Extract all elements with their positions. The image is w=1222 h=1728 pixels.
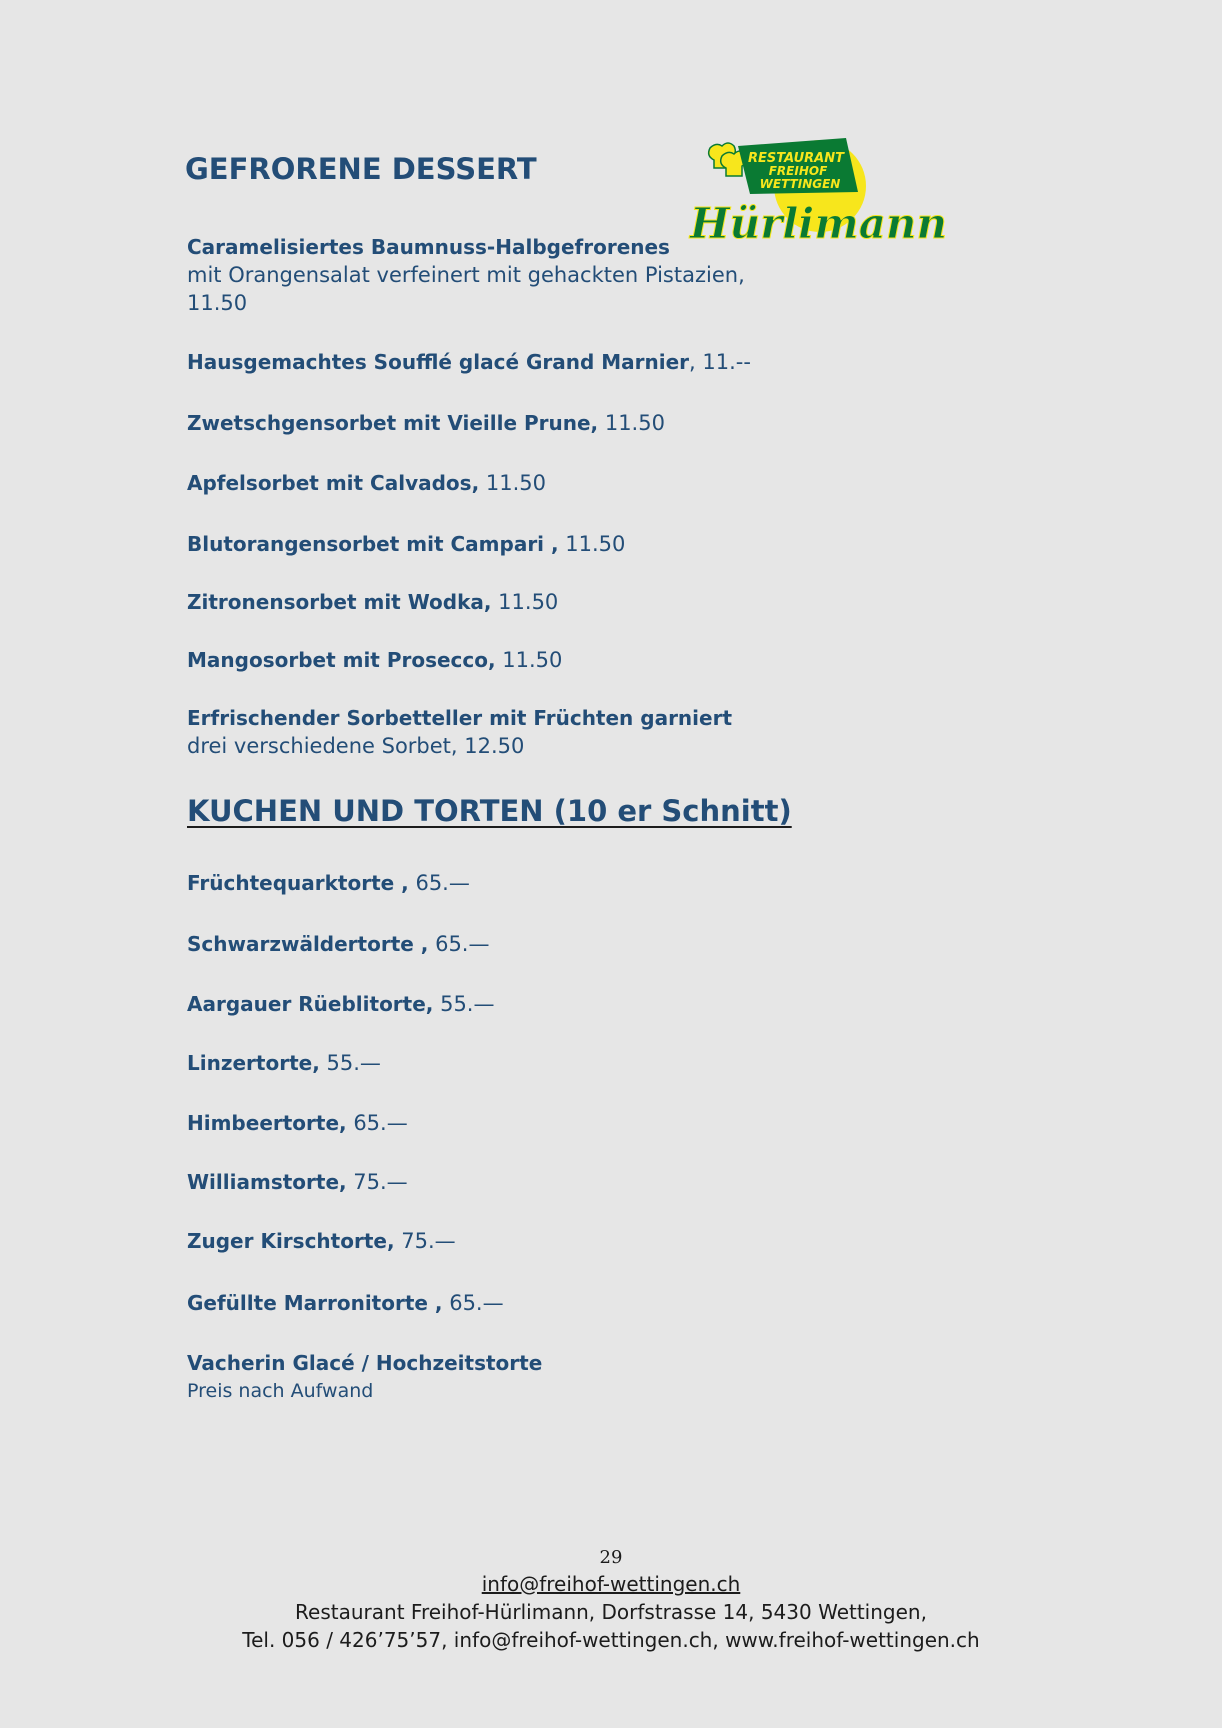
menu-item [187,588,558,616]
item-name: Mangosorbet mit Prosecco, [187,648,496,672]
item-price: 11.50 [495,648,563,672]
item-name: Zwetschgensorbet mit Vieille Prune, [187,411,599,435]
menu-item [187,869,470,897]
item-name: Früchtequarktorte , [187,871,409,895]
item-price: 75.— [346,1170,408,1194]
logo-text-wettingen: WETTINGEN [759,177,841,191]
item-description: drei verschiedene Sorbet, 12.50 [187,734,525,758]
item-price: 65.— [428,932,490,956]
logo-script-huerlimann: Hürlimann [690,199,947,248]
item-name: Himbeertorte, [187,1111,347,1135]
item-name: Apfelsorbet mit Calvados, [187,471,480,495]
item-name: Williamstorte, [187,1170,347,1194]
item-name: Vacherin Glacé / Hochzeitstorte [187,1351,543,1375]
footer-address: Restaurant Freihof-Hürlimann, Dorfstrasse 14, 5430 Wettingen, [295,1600,927,1624]
item-description: Preis nach Aufwand [187,1380,374,1402]
item-price: , 11.-- [689,350,751,374]
item-name: Hausgemachtes Soufflé glacé Grand Marnier [187,350,690,374]
logo-text-restaurant: RESTAURANT [748,151,844,166]
item-price: 65.— [346,1111,408,1135]
footer-contact: Tel. 056 / 426’75’57, info@freihof-wettingen.ch, www.freihof-wettingen.ch [242,1628,980,1652]
item-price: 11.50 [479,471,546,495]
item-name: Linzertorte, [187,1051,320,1075]
item-price: 55.— [319,1051,381,1075]
item-price: 11.50 [558,532,626,556]
item-price: 65.— [408,871,470,895]
menu-item [187,348,751,376]
menu-item [187,930,489,958]
item-price: 65.— [442,1291,504,1315]
item-name: Caramelisiertes Baumnuss-Halbgefrorenes [187,235,670,259]
item-name: Schwarzwäldertorte , [187,932,429,956]
item-name: Zitronensorbet mit Wodka, [187,590,492,614]
menu-item [187,646,562,674]
menu-item [187,704,732,760]
item-name: Blutorangensorbet mit Campari , [187,532,559,556]
menu-item [187,530,625,558]
item-name: Zuger Kirschtorte, [187,1229,395,1253]
item-name: Gefüllte Marronitorte , [187,1291,443,1315]
item-price: 11.50 [598,411,665,435]
menu-item [187,1227,456,1255]
logo-text-freihof: FREIHOF [768,164,828,178]
section-heading-gefrorene-dessert: GEFRORENE DESSERT [185,152,537,186]
item-price: 11.50 [491,590,559,614]
item-description: mit Orangensalat verfeinert mit gehackten Pistazien, [187,263,745,287]
item-name: Erfrischender Sorbetteller mit Früchten garniert [187,706,733,730]
menu-item [187,233,745,317]
menu-item [187,1289,504,1317]
menu-item [187,469,546,497]
item-price: 55.— [433,992,495,1016]
footer-email-link[interactable]: info@freihof-wettingen.ch [481,1572,741,1596]
menu-item [187,1168,408,1196]
menu-item [187,1349,542,1405]
menu-item [187,1109,408,1137]
item-name: Aargauer Rüeblitorte, [187,992,434,1016]
menu-item [187,409,665,437]
item-price: 11.50 [187,291,248,315]
section-heading-kuchen-und-torten: KUCHEN UND TORTEN (10 er Schnitt) [187,794,792,828]
menu-item [187,990,494,1018]
page-number: 29 [599,1547,623,1568]
item-price: 75.— [394,1229,456,1253]
menu-item [187,1049,381,1077]
